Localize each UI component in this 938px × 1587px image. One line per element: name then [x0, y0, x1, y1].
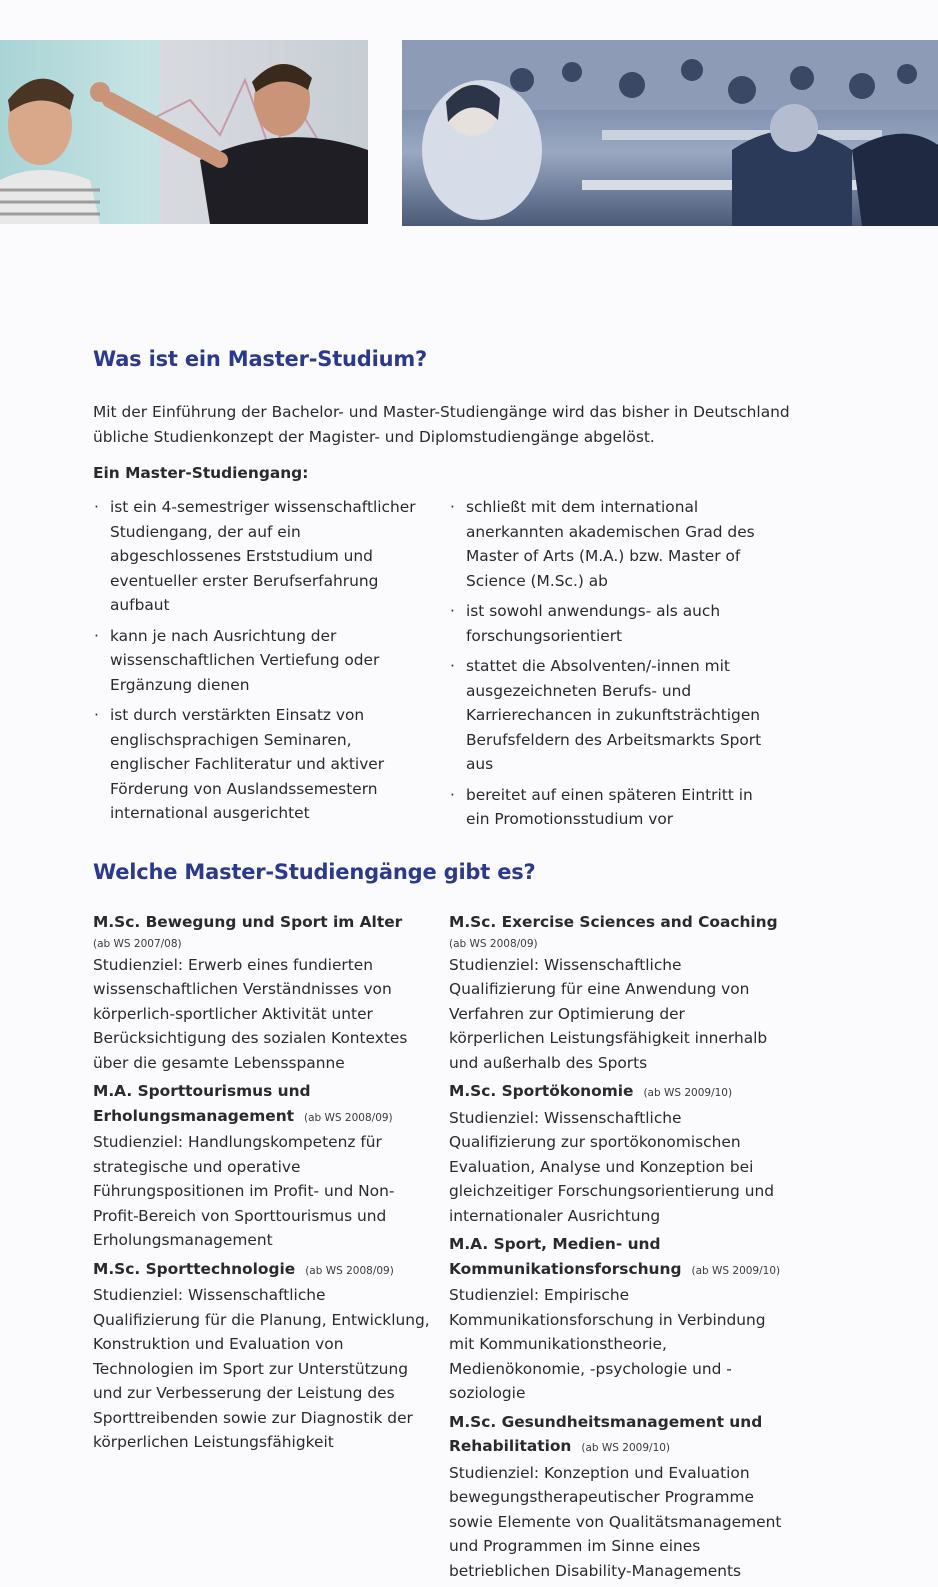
- program-goal: Studienziel: Empirische Kommunikationsforschung in Verbindung mit Kommunikationstheorie, Medienökonomie, -psychologie und -soziologie: [449, 1286, 766, 1402]
- list-item: [449, 599, 779, 648]
- program-goal: Studienziel: Wissenschaftliche Qualifizierung für eine Anwendung von Verfahren zur Optimierung der körperlichen Leistungsfähigkeit innerhalb und außerhalb des Sports: [449, 955, 768, 1072]
- program-start-semester: (ab WS 2009/10): [581, 1442, 671, 1454]
- list-item: [449, 783, 779, 832]
- program-start-semester: (ab WS 2008/09): [304, 1111, 393, 1124]
- program-title: M.A. Sporttourismus und Erholungsmanagement: [93, 1082, 311, 1125]
- photo-students-presentation: [0, 40, 368, 224]
- program-title: M.Sc. Sporttechnologie: [93, 1259, 296, 1278]
- program-entry: [93, 910, 433, 1075]
- list-item: [93, 624, 433, 698]
- bullet-icon: ·: [450, 602, 455, 620]
- bullet-icon: ·: [450, 498, 455, 516]
- program-title: M.A. Sport, Medien- und Kommunikationsforschung: [449, 1235, 682, 1278]
- program-title: M.Sc. Bewegung und Sport im Alter: [93, 913, 403, 931]
- programs-column-left: [93, 910, 433, 1459]
- bullet-icon: ·: [450, 785, 455, 804]
- subheading-master-program: Ein Master-Studiengang:: [93, 464, 309, 482]
- program-entry: [449, 1232, 784, 1406]
- program-title: M.Sc. Gesundheitsmanagement und Rehabilitation: [449, 1412, 763, 1455]
- program-entry: [449, 910, 784, 1075]
- program-start-semester: (ab WS 2007/08): [93, 937, 182, 950]
- program-title: M.Sc. Sportökonomie: [449, 1082, 634, 1100]
- bullet-icon: ·: [450, 657, 455, 675]
- header-photo-strip: [0, 40, 938, 226]
- program-entry: [449, 1079, 784, 1228]
- program-entry: [449, 1410, 784, 1584]
- program-goal: Studienziel: Erwerb eines fundierten wissenschaftlichen Verständnisses von körperlich-sportlicher Aktivität unter Berücksichtigung des sozialen Kontextes über die gesamte Lebensspanne: [93, 955, 408, 1072]
- program-title: M.Sc. Exercise Sciences and Coaching: [449, 913, 778, 931]
- program-start-semester: (ab WS 2009/10): [691, 1264, 781, 1277]
- list-item: [449, 495, 779, 593]
- program-start-semester: (ab WS 2008/09): [449, 937, 538, 950]
- program-goal: Studienziel: Handlungskompetenz für strategische und operative Führungspositionen im Profit- und Non-Profit-Bereich von Sporttourismus und Erholungsmanagement: [93, 1133, 395, 1249]
- program-entry: [93, 1257, 433, 1455]
- intro-paragraph: Mit der Einführung der Bachelor- und Master-Studiengänge wird das bisher in Deutschland übliche Studienkonzept der Magister- und Diplomstudiengänge abgelöst.: [93, 403, 790, 446]
- photo-beer-garden-students: [402, 40, 938, 226]
- heading-what-is-master: Was ist ein Master-Studium?: [93, 347, 428, 371]
- bullet-text: stattet die Absolventen/-innen mit ausgezeichneten Berufs- und Karrierechancen in zukunftsträchtigen Berufsfeldern des Arbeitsmarkts Sport aus: [466, 657, 762, 773]
- bullet-text: kann je nach Ausrichtung der wissenschaftlichen Vertiefung oder Ergänzung dienen: [110, 626, 380, 694]
- heading-which-programs: Welche Master-Studiengänge gibt es?: [93, 860, 536, 884]
- bullet-icon: ·: [94, 626, 99, 645]
- bullet-icon: ·: [94, 706, 99, 724]
- bullet-list-left: [93, 495, 433, 832]
- bullet-text: schließt mit dem international anerkannten akademischen Grad des Master of Arts (M.A.) bzw. Master of Science (M.Sc.) ab: [466, 498, 755, 590]
- program-goal: Studienziel: Konzeption und Evaluation bewegungstherapeutischer Programme sowie Elemente von Qualitätsmanagement und Programmen im Sinne eines betrieblichen Disability-Managements: [449, 1463, 782, 1580]
- program-goal: Studienziel: Wissenschaftliche Qualifizierung zur sportökonomischen Evaluation, Analyse und Konzeption bei gleichzeitiger Forschungsorientierung und internationaler Ausrichtung: [449, 1108, 774, 1225]
- program-entry: [93, 1079, 433, 1253]
- programs-column-right: [449, 910, 784, 1587]
- program-goal: Studienziel: Wissenschaftliche Qualifizierung für die Planung, Entwicklung, Konstruktion und Evaluation von Technologien im Sport zur Unterstützung und zur Verbesserung der Leistung des Sporttreibenden sowie zur Diagnostik der körperlichen Leistungsfähigkeit: [93, 1286, 430, 1451]
- list-item: [93, 703, 433, 826]
- list-item: [449, 654, 779, 777]
- bullet-list-right: [449, 495, 779, 838]
- program-start-semester: (ab WS 2009/10): [643, 1087, 733, 1099]
- bullet-text: bereitet auf einen späteren Eintritt in ein Promotionsstudium vor: [466, 785, 753, 828]
- bullet-icon: ·: [94, 498, 99, 516]
- program-start-semester: (ab WS 2008/09): [305, 1264, 394, 1277]
- bullet-text: ist durch verstärkten Einsatz von englischsprachigen Seminaren, englischer Fachliteratur und aktiver Förderung von Auslandssemestern international ausgerichtet: [110, 706, 385, 822]
- bullet-text: ist sowohl anwendungs- als auch forschungsorientiert: [466, 602, 721, 645]
- list-item: [93, 495, 433, 618]
- bullet-text: ist ein 4-semestriger wissenschaftlicher Studiengang, der auf ein abgeschlossenes Erststudium und eventueller erster Berufserfahrung aufbaut: [110, 498, 416, 614]
